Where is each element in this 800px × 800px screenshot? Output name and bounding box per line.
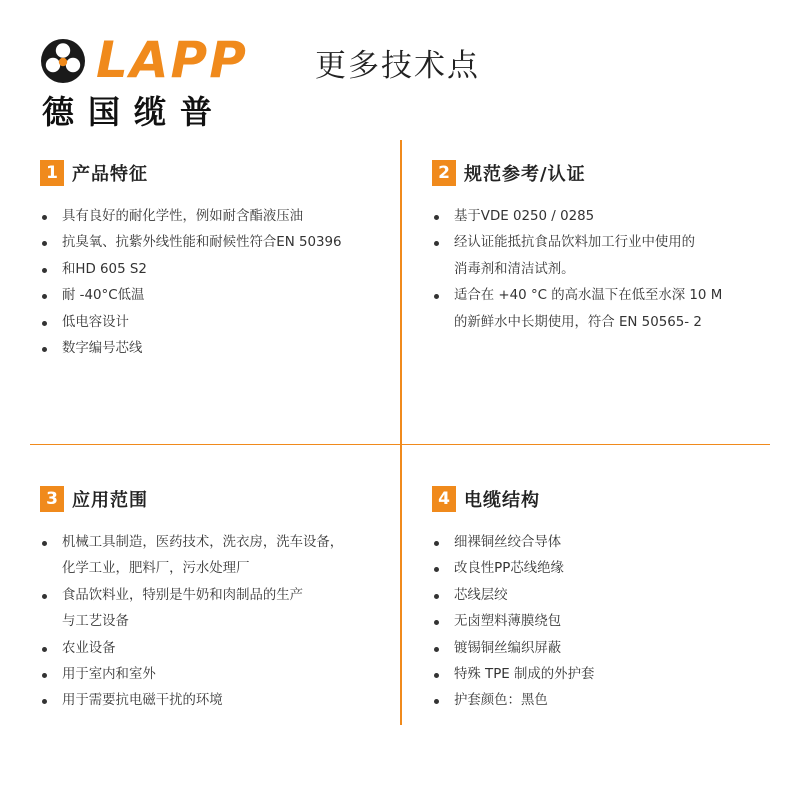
page-title: 更多技术点 — [315, 48, 480, 84]
list-item — [432, 530, 772, 556]
header — [0, 0, 800, 140]
section-header — [40, 484, 380, 514]
list-item-text: 与工艺设备 — [62, 614, 129, 630]
section-number-badge: 3 — [40, 486, 64, 512]
application-list — [40, 530, 380, 715]
lapp-cable-logo-icon — [40, 38, 86, 84]
brand-logo-text: LAPP — [96, 31, 248, 89]
section-header — [432, 158, 772, 188]
list-item-text: 食品饮料业，特别是牛奶和肉制品的生产 — [62, 587, 304, 603]
list-item-text: 基于VDE 0250 / 0285 — [454, 209, 595, 224]
list-item — [432, 636, 772, 662]
list-item-text: 具有良好的耐化学性，例如耐含酯液压油 — [62, 209, 304, 224]
list-item — [40, 530, 380, 583]
list-item-text: 改良性PP芯线绝缘 — [454, 561, 564, 577]
vertical-divider — [400, 140, 402, 725]
list-item-text: 用于室内和室外 — [62, 667, 156, 683]
section-product-features — [40, 158, 380, 362]
list-item — [432, 662, 772, 688]
list-item-text: 机械工具制造，医药技术，洗衣房，洗车设备， — [62, 535, 344, 550]
brand-chinese-name: 德国缆普 — [42, 93, 227, 131]
list-item — [40, 583, 380, 636]
list-item-text: 细裸铜丝绞合导体 — [454, 535, 562, 550]
section-standards-certification — [432, 158, 772, 336]
list-item-text: 抗臭氧、抗紫外线性能和耐候性符合EN 50396 — [62, 235, 342, 251]
list-item — [40, 204, 380, 230]
feature-list — [40, 204, 380, 362]
section-number-badge: 2 — [432, 160, 456, 186]
list-item — [432, 688, 772, 714]
list-item-text: 无卤塑料薄膜绕包 — [454, 614, 562, 630]
list-item — [40, 688, 380, 714]
list-item — [40, 662, 380, 688]
section-header — [432, 484, 772, 514]
certification-list — [432, 204, 772, 336]
section-title: 电缆结构 — [464, 490, 540, 511]
list-item — [432, 583, 772, 609]
list-item-text: 镀锡铜丝编织屏蔽 — [454, 640, 562, 656]
section-title: 产品特征 — [72, 164, 148, 185]
list-item-text: 化学工业，肥料厂，污水处理厂 — [62, 561, 250, 577]
list-item-text: 芯线层绞 — [454, 587, 508, 603]
list-item — [40, 257, 380, 283]
list-item — [40, 283, 380, 309]
list-item-text: 农业设备 — [62, 640, 116, 656]
list-item-text: 护套颜色：黑色 — [454, 693, 548, 709]
list-item-text: 经认证能抵抗食品饮料加工行业中使用的 — [454, 235, 696, 251]
list-item — [432, 609, 772, 635]
section-title: 规范参考/认证 — [464, 164, 586, 185]
list-item-text: 的新鲜水中长期使用，符合 EN 50565- 2 — [454, 314, 702, 330]
structure-list — [432, 530, 772, 715]
section-cable-structure — [432, 484, 772, 715]
section-title: 应用范围 — [72, 490, 148, 511]
list-item-text: 特殊 TPE 制成的外护套 — [454, 667, 595, 683]
list-item-text: 耐 -40°C低温 — [62, 288, 145, 304]
list-item — [40, 336, 380, 362]
list-item-text: 和HD 605 S2 — [62, 261, 147, 277]
section-header — [40, 158, 380, 188]
list-item-text: 数字编号芯线 — [62, 341, 143, 357]
list-item — [40, 310, 380, 336]
section-number-badge: 1 — [40, 160, 64, 186]
list-item — [432, 230, 772, 283]
list-item-text: 低电容设计 — [62, 314, 129, 330]
list-item — [432, 283, 772, 336]
list-item-text: 消毒剂和清洁试剂。 — [454, 261, 575, 277]
list-item-text: 适合在 +40 °C 的高水温下在低至水深 10 M — [454, 288, 723, 304]
section-number-badge: 4 — [432, 486, 456, 512]
list-item — [40, 230, 380, 256]
list-item — [40, 636, 380, 662]
list-item — [432, 556, 772, 582]
section-applications — [40, 484, 380, 715]
horizontal-divider — [30, 444, 770, 445]
list-item-text: 用于需要抗电磁干扰的环境 — [62, 693, 223, 709]
list-item — [432, 204, 772, 230]
